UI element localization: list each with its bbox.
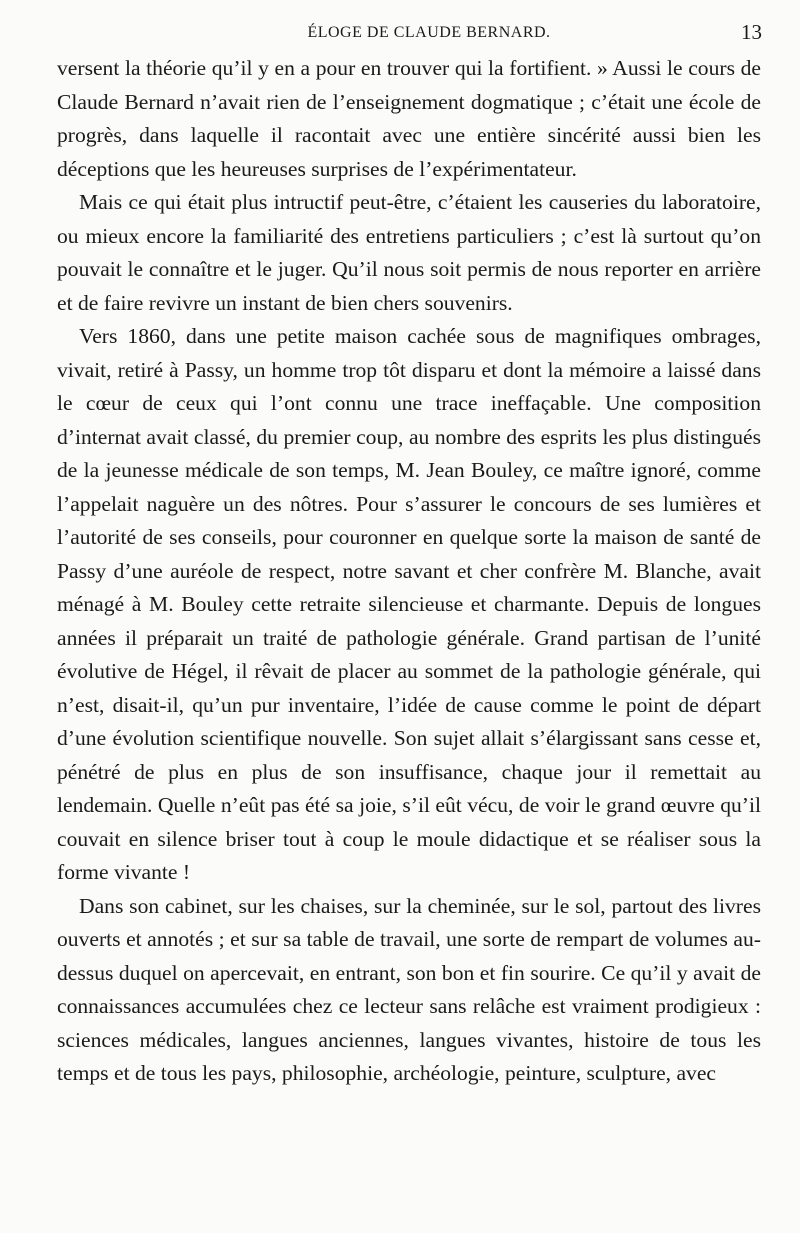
paragraph-study-cabinet: Dans son cabinet, sur les chaises, sur la cheminée, sur le sol, partout des livres ouverts et annotés ; et sur sa table de travail, une sorte de rempart de volumes au-dessus duquel on apercevait, en entrant, son bon et fin sourire. Ce qu’il y avait de connaissances accumulées chez ce lecteur sans relâche est vraiment prodigieux : sciences médicales, langues anciennes, langues vivantes, histoire de tous les temps et de tous les pays, philosophie, archéologie, peinture, sculpture, avec <box>57 893 761 1085</box>
paragraph-jean-bouley: Vers 1860, dans une petite maison cachée sous de magnifiques ombrages, vivait, retiré à Passy, un homme trop tôt disparu et dont la mémoire a laissé dans le cœur de ceux qui l’ont connu une trace ineffaçable. Une composition d’internat avait classé, du premier coup, au nombre des esprits les plus distingués de la jeunesse médicale de son temps, M. Jean Bouley, ce maître ignoré, comme l’appelait naguère un des nôtres. Pour s’assurer le concours de ses lumières et l’autorité de ses conseils, pour couronner en quelque sorte la maison de santé de Passy d’une auréole de respect, notre savant et cher confrère M. Blanche, avait ménagé à M. Bouley cette retraite silencieuse et charmante. Depuis de longues années il préparait un traité de pathologie générale. Grand partisan de l’unité évolutive de Hégel, il rêvait de placer au sommet de la pathologie générale, qui n’est, disait-il, qu’un pur inventaire, l’idée de cause comme le point de départ d’une évolution scientifique nouvelle. Son sujet allait s’élargissant sans cesse et, pénétré de plus en plus de son insuffisance, chaque jour il remettait au lendemain. Quelle n’eût pas été sa joie, s’il eût vécu, de voir le grand œuvre qu’il couvait en silence briser tout à coup le moule didactique et se réaliser sous la forme vivante ! <box>57 324 761 884</box>
paragraph-laboratory-talks: Mais ce qui était plus intructif peut-être, c’étaient les causeries du laboratoire, ou mieux encore la familiarité des entretiens particuliers ; c’est là surtout qu’on pouvait le connaître et le juger. Qu’il nous soit permis de nous reporter en arrière et de faire revivre un instant de bien chers souvenirs. <box>57 190 761 315</box>
body-text <box>57 52 761 1091</box>
page-number: 13 <box>741 20 762 44</box>
paragraph-continuation: versent la théorie qu’il y en a pour en trouver qui la fortifient. » Aussi le cours de Claude Bernard n’avait rien de l’enseignement dogmatique ; c’était une école de progrès, dans laquelle il racontait avec une entière sincérité aussi bien les déceptions que les heureuses surprises de l’expérimentateur. <box>57 56 761 181</box>
running-title: ÉLOGE DE CLAUDE BERNARD. <box>307 24 551 41</box>
running-head <box>56 20 762 48</box>
